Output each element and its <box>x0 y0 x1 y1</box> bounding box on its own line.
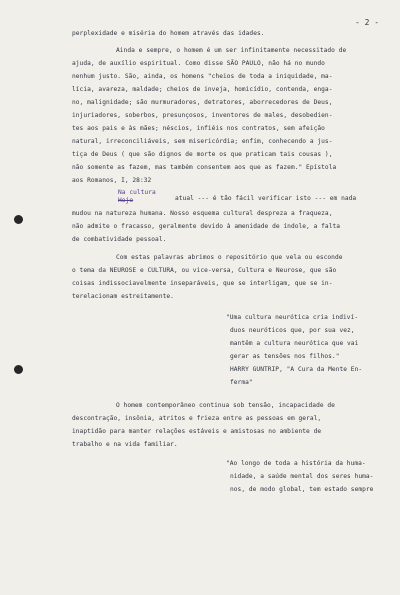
text-line: tiça de Deus ( que são dignos de morte os que praticam tais cousas ), <box>72 151 333 158</box>
text-line: nidade, a saúde mental dos seres huma- <box>230 473 374 480</box>
text-line: o tema da NEUROSE e CULTURA, ou vice-versa, Cultura e Neurose, que são <box>72 267 337 274</box>
punch-hole-top <box>14 215 23 224</box>
text-line: nos, de modo global, tem estado sempre <box>230 486 374 493</box>
text-line: não somente as fazem, mas também consentem aos que as fazem." Epístola <box>72 164 337 171</box>
text-line: injuriadores, soberbos, presunçosos, inventores de males, desobedien- <box>72 112 333 119</box>
struck-word: Hoje <box>118 197 134 204</box>
text-line: perplexidade e miséria do homem através das idades. <box>72 30 265 37</box>
text-line: "Uma cultura neurótica cria indiví- <box>226 314 359 321</box>
text-line: gerar as tensões nos filhos." <box>230 353 340 360</box>
text-line: mudou na natureza humana. Nosso esquema cultural despreza a fraqueza, <box>72 210 333 217</box>
text-line: lícia, avareza, maldade; cheios de inveja, homicídio, contenda, enga- <box>72 86 333 93</box>
text-line: Na cultura <box>118 189 156 196</box>
text-line: inaptidão para manter relações estáveis e amistosas no ambiente de <box>72 428 322 435</box>
text-line: mantêm a cultura neurótica que vai <box>230 340 359 347</box>
text-line: coisas indissociavelmente inseparáveis, que se interligam, que se in- <box>72 280 333 287</box>
text-line: HARRY GUNTRIP, "A Cura da Mente En- <box>230 366 363 373</box>
text-line: natural, irreconciliáveis, sem misericórdia; enfim, conhecendo a jus- <box>72 138 333 145</box>
text-line: no, malignidade; são murmuradores, detratores, aborrecedores de Deus, <box>72 99 333 106</box>
text-line: trabalho e na vida familiar. <box>72 441 178 448</box>
text-line: terelacionam estreitamente. <box>72 293 174 300</box>
text-line: duos neuróticos que, por sua vez, <box>230 327 355 334</box>
text-line: descontração, insônia, atritos e frieza entre as pessoas em geral, <box>72 415 322 422</box>
text-line: "Ao longo de toda a história da huma- <box>226 460 366 467</box>
text-line: ferma" <box>230 379 253 386</box>
text-line: não admite o fracasso, geralmente devido à amenidade de índole, a falta <box>72 223 341 230</box>
text-line: O homem contemporâneo continua sob tensão, incapacidade de <box>116 402 335 409</box>
text-line: Com estas palavras abrimos o repositório que vela ou esconde <box>116 254 343 261</box>
text-line: nenhum justo. São, ainda, os homens "cheios de toda a iniquidade, ma- <box>72 73 333 80</box>
text-line: atual --- é tão fácil verificar isto --- em nada <box>175 195 357 202</box>
text-line: aos Romanos, I, 28:32 <box>72 177 152 184</box>
punch-hole-bottom <box>14 365 23 374</box>
text-line: ajuda, de auxílio espiritual. Como disse SÃO PAULO, não há no mundo <box>72 60 325 67</box>
text-line: Ainda e sempre, o homem é um ser infinitamente necessitado de <box>116 47 347 54</box>
page-number: - 2 - <box>355 18 380 27</box>
text-line: tes aos pais e às mães; néscios, infiéis nos contratos, sem afeição <box>72 125 325 132</box>
text-line: de combatividade pessoal. <box>72 236 167 243</box>
